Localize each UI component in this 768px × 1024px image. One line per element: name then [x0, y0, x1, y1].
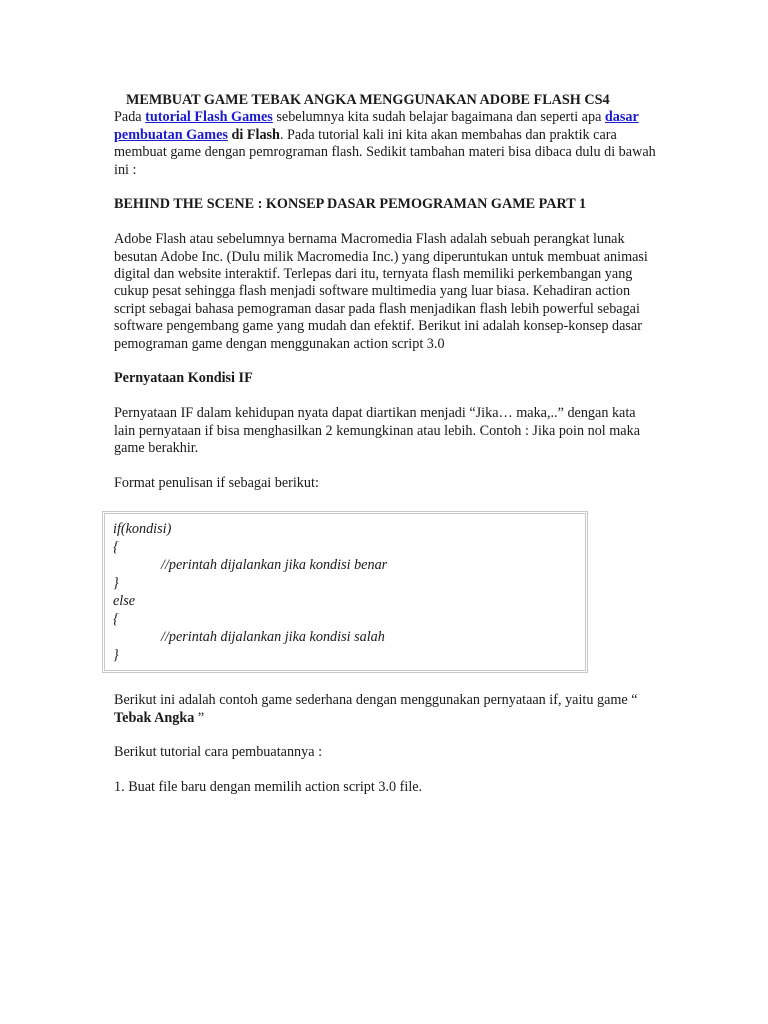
contoh-text-2: ” [194, 709, 205, 726]
intro-paragraph [114, 109, 659, 179]
paragraph-tutorial-intro: Berikut tutorial cara pembuatannya : [114, 744, 323, 761]
paragraph-step-1: 1. Buat file baru dengan memilih action script 3.0 file. [114, 779, 423, 796]
document-page [114, 92, 659, 797]
intro-text-3: . Pada tutorial kali ini kita akan membahas dan praktik cara membuat game dengan pemrograman flash. Sedikit tambahan materi bisa dibaca dulu di bawah ini : [114, 126, 656, 178]
intro-bold-di-flash: di Flash [227, 126, 280, 143]
intro-text-1: Pada [114, 109, 146, 126]
code-line: } [113, 647, 119, 664]
code-line: //perintah dijalankan jika kondisi benar [161, 557, 388, 574]
tebak-angka-bold: Tebak Angka [114, 709, 195, 726]
contoh-text-1: Berikut ini adalah contoh game sederhana dengan menggunakan pernyataan if, yaitu game “ [114, 692, 638, 709]
code-line: else [113, 593, 136, 610]
section-heading-behind-the-scene: BEHIND THE SCENE : KONSEP DASAR PEMOGRAMAN GAME PART 1 [114, 196, 587, 213]
code-line: { [113, 539, 119, 556]
paragraph-format-penulisan: Format penulisan if sebagai berikut: [114, 474, 319, 491]
code-line: } [113, 575, 119, 592]
code-block [102, 511, 588, 673]
dasar-pembuatan-games-link[interactable]: dasar pembuatan Games [114, 109, 639, 143]
tutorial-flash-games-link[interactable]: tutorial Flash Games [145, 109, 273, 126]
intro-text-2: sebelumnya kita sudah belajar bagaimana dan seperti apa [272, 109, 605, 126]
document-title: MEMBUAT GAME TEBAK ANGKA MENGGUNAKAN ADOBE FLASH CS4 [126, 92, 610, 108]
paragraph-adobe-flash: Adobe Flash atau sebelumnya bernama Macromedia Flash adalah sebuah perangkat lunak besutan Adobe Inc. (Dulu milik Macromedia Inc.) yang diperuntukan untuk membuat animasi digital dan website interaktif. Terlepas dari itu, ternyata flash memiliki perkembangan yang cukup pesat sehingga flash menjadi software multimedia yang luar biasa. Kehadiran action script sebagai bahasa pemograman dasar pada flash menjadikan flash lebih powerful sebagai software pengembang game yang mudah dan efektif. Berikut ini adalah konsep-konsep dasar pemograman game dengan menggunakan action script 3.0 [114, 231, 648, 352]
paragraph-contoh-game [114, 692, 659, 727]
code-line: //perintah dijalankan jika kondisi salah [161, 629, 385, 646]
paragraph-pernyataan-if: Pernyataan IF dalam kehidupan nyata dapat diartikan menjadi “Jika… maka,..” dengan kata lain pernyataan if bisa menghasilkan 2 kemungkinan atau lebih. Contoh : Jika poin nol maka game berakhir. [114, 405, 640, 457]
code-line: { [113, 611, 119, 628]
section-heading-kondisi-if: Pernyataan Kondisi IF [114, 370, 253, 387]
code-line: if(kondisi) [113, 521, 172, 538]
